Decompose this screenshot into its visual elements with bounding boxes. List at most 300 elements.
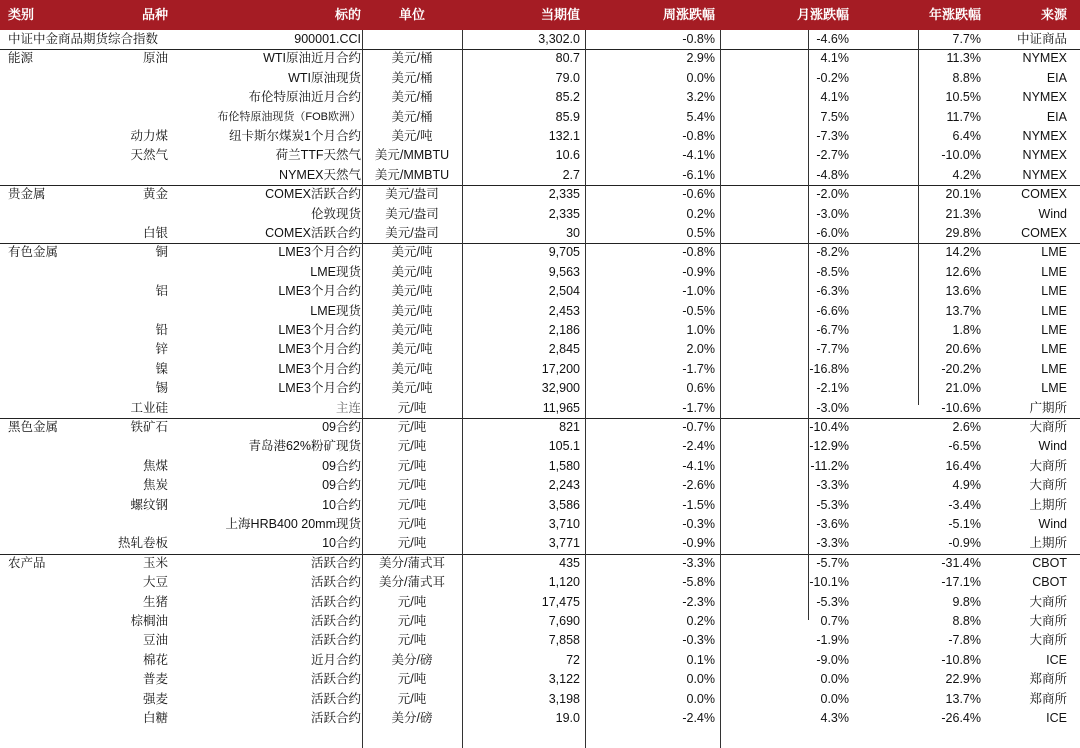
cell-current-value: 1,580 (548, 458, 580, 473)
cell-yearly-change: 9.8% (952, 594, 981, 609)
header-variety: 品种 (141, 7, 168, 22)
header-category: 类别 (8, 7, 35, 22)
cell-unit: 元/吨 (397, 691, 427, 706)
cell-variety: 锌 (155, 342, 168, 357)
cell-variety: 大豆 (142, 575, 168, 590)
cell-current-value: 2,335 (548, 206, 580, 221)
cell-contract: 活跃合约 (310, 614, 361, 628)
cell-weekly-change: 0.6% (686, 381, 715, 396)
cell-monthly-change: -2.0% (816, 187, 849, 202)
cell-yearly-change: 20.1% (945, 187, 981, 202)
cell-weekly-change: -2.4% (682, 711, 715, 725)
cell-current-value: 79.0 (555, 70, 580, 85)
column-divider (808, 30, 809, 620)
cell-source: LME (1041, 323, 1067, 337)
cell-current-value: 85.9 (555, 109, 580, 124)
cell-source: LME (1041, 381, 1067, 396)
cell-yearly-change: 13.7% (945, 303, 981, 318)
cell-yearly-change: -7.8% (948, 633, 981, 648)
cell-unit: 美元/吨 (391, 129, 433, 143)
cell-monthly-change: -3.0% (816, 206, 849, 221)
header-source: 来源 (1040, 7, 1067, 22)
cell-current-value: 7,858 (548, 633, 580, 648)
cell-weekly-change: -0.7% (682, 420, 715, 434)
cell-source: NYMEX (1022, 148, 1067, 163)
cell-unit: 元/吨 (397, 517, 427, 531)
cell-contract: LME3个月合约 (278, 381, 361, 396)
cell-category: 黑色金属 (8, 420, 59, 434)
cell-yearly-change: -26.4% (941, 711, 981, 725)
cell-monthly-change: -1.9% (816, 633, 849, 648)
cell-weekly-change: -2.6% (682, 478, 715, 493)
cell-current-value: 19.0 (555, 711, 580, 725)
cell-weekly-change: 5.4% (686, 109, 715, 124)
cell-monthly-change: -3.3% (816, 536, 849, 551)
cell-unit: 元/吨 (397, 458, 427, 473)
cell-weekly-change: 3.2% (686, 90, 715, 105)
cell-category: 农产品 (8, 555, 46, 570)
cell-contract: 纽卡斯尔煤炭1个月合约 (229, 129, 361, 143)
cell-monthly-change: -8.5% (816, 264, 849, 279)
cell-unit: 美分/磅 (391, 652, 433, 667)
cell-source: 上期所 (1029, 536, 1067, 551)
cell-variety: 焦炭 (142, 478, 168, 493)
cell-source: 大商所 (1029, 614, 1067, 628)
cell-unit: 美元/吨 (391, 284, 433, 299)
cell-unit: 美元/吨 (391, 245, 433, 260)
cell-monthly-change: 4.1% (820, 90, 849, 105)
cell-monthly-change: -6.0% (816, 226, 849, 240)
cell-monthly-change: -4.6% (816, 32, 849, 46)
cell-contract: 活跃合约 (310, 691, 361, 706)
cell-monthly-change: 0.7% (820, 614, 849, 628)
cell-unit: 元/吨 (397, 420, 427, 434)
cell-category: 贵金属 (8, 187, 46, 202)
cell-yearly-change: 12.6% (945, 264, 981, 279)
cell-contract: 活跃合约 (310, 633, 361, 648)
table-row (0, 554, 1080, 573)
cell-yearly-change: 14.2% (945, 245, 981, 260)
header-current-value: 当期值 (540, 7, 580, 22)
table-row (0, 515, 1080, 534)
cell-monthly-change: 7.5% (820, 109, 849, 124)
cell-weekly-change: 0.2% (686, 614, 715, 628)
cell-current-value: 9,705 (548, 245, 580, 260)
cell-monthly-change: -8.2% (816, 245, 849, 260)
cell-unit: 元/吨 (397, 633, 427, 648)
cell-contract: LME3个月合约 (278, 245, 361, 260)
group-divider (0, 418, 1080, 419)
cell-weekly-change: 2.0% (686, 342, 715, 357)
cell-yearly-change: -6.5% (948, 439, 981, 454)
cell-variety: 生猪 (142, 594, 168, 609)
cell-yearly-change: -17.1% (941, 575, 981, 590)
cell-source: EIA (1046, 109, 1067, 124)
cell-source: 大商所 (1029, 478, 1067, 493)
cell-current-value: 3,771 (548, 536, 580, 551)
cell-source: 大商所 (1029, 633, 1067, 648)
table-row (0, 670, 1080, 689)
cell-weekly-change: -2.4% (682, 439, 715, 454)
header-unit: 单位 (398, 7, 425, 22)
cell-yearly-change: 22.9% (945, 672, 981, 687)
cell-yearly-change: 16.4% (945, 458, 981, 473)
header-weekly-change: 周涨跌幅 (662, 7, 715, 22)
cell-current-value: 17,475 (541, 594, 580, 609)
cell-yearly-change: 20.6% (945, 342, 981, 357)
cell-weekly-change: -0.8% (682, 32, 715, 46)
cell-contract: 布伦特原油近月合约 (248, 90, 361, 105)
cell-unit: 元/吨 (397, 439, 427, 454)
cell-yearly-change: 21.0% (945, 381, 981, 396)
cell-weekly-change: 1.0% (686, 323, 715, 337)
table-row (0, 651, 1080, 670)
column-divider (918, 30, 919, 405)
cell-unit: 美元/吨 (391, 264, 433, 279)
cell-variety (100, 166, 168, 185)
cell-monthly-change: 4.1% (820, 51, 849, 66)
cell-weekly-change: -0.9% (682, 536, 715, 551)
column-divider (462, 30, 463, 748)
table-row (0, 612, 1080, 631)
cell-weekly-change: -3.3% (682, 555, 715, 570)
cell-weekly-change: -0.8% (682, 129, 715, 143)
cell-yearly-change: -3.4% (948, 497, 981, 512)
cell-current-value: 3,302.0 (538, 32, 580, 46)
cell-unit: 美元/MMBTU (374, 148, 450, 163)
cell-monthly-change: -3.6% (816, 517, 849, 531)
cell-current-value: 80.7 (555, 51, 580, 66)
cell-contract: 10合约 (322, 536, 361, 551)
cell-current-value: 2,504 (548, 284, 580, 299)
cell-yearly-change: 11.3% (946, 51, 981, 66)
cell-yearly-change: 2.6% (952, 420, 981, 434)
cell-weekly-change: -2.3% (682, 594, 715, 609)
cell-monthly-change: 4.3% (820, 711, 849, 725)
cell-yearly-change: -10.8% (941, 652, 981, 667)
cell-contract: NYMEX天然气 (279, 167, 361, 182)
cell-source: 郑商所 (1029, 672, 1067, 687)
cell-variety: 原油 (142, 51, 168, 66)
cell-unit: 美元/吨 (391, 361, 433, 376)
cell-yearly-change: 13.7% (945, 691, 981, 706)
cell-current-value: 30 (566, 226, 580, 240)
cell-current-value: 3,198 (548, 691, 580, 706)
cell-current-value: 132.1 (548, 129, 580, 143)
cell-contract: 09合约 (322, 420, 361, 434)
cell-source: COMEX (1021, 226, 1067, 240)
cell-contract: 主连 (335, 400, 361, 415)
cell-weekly-change: -4.1% (682, 148, 715, 163)
cell-variety: 镍 (155, 361, 168, 376)
cell-source: 广期所 (1029, 400, 1067, 415)
cell-variety: 热轧卷板 (117, 536, 168, 551)
cell-variety (100, 263, 168, 282)
cell-current-value: 2.7 (562, 167, 580, 182)
cell-weekly-change: -6.1% (682, 167, 715, 182)
cell-monthly-change: -5.3% (816, 497, 849, 512)
cell-current-value: 105.1 (548, 439, 580, 454)
cell-contract: 活跃合约 (310, 672, 361, 687)
cell-weekly-change: -0.3% (682, 517, 715, 531)
cell-current-value: 72 (566, 652, 580, 667)
cell-unit: 美元/MMBTU (374, 167, 450, 182)
header-yearly-change: 年涨跌幅 (928, 7, 981, 22)
cell-contract: 活跃合约 (310, 711, 361, 725)
cell-current-value: 3,122 (548, 672, 580, 687)
cell-variety (100, 205, 168, 224)
cell-yearly-change: 13.6% (945, 284, 981, 299)
cell-contract: 活跃合约 (310, 594, 361, 609)
cell-current-value: 17,200 (541, 361, 580, 376)
cell-current-value: 3,586 (548, 497, 580, 512)
cell-yearly-change: 8.8% (952, 614, 981, 628)
cell-variety (100, 302, 168, 321)
cell-yearly-change: -31.4% (941, 555, 981, 570)
cell-current-value: 7,690 (548, 614, 580, 628)
cell-weekly-change: -5.8% (682, 575, 715, 590)
column-divider (362, 30, 363, 748)
cell-yearly-change: 1.8% (952, 323, 981, 337)
cell-current-value: 821 (559, 420, 580, 434)
cell-monthly-change: -7.7% (816, 342, 849, 357)
cell-unit: 美元/桶 (391, 90, 433, 105)
cell-source: LME (1041, 361, 1067, 376)
cell-variety: 焦煤 (142, 458, 168, 473)
cell-unit: 美分/蒲式耳 (379, 575, 445, 590)
cell-variety (100, 437, 168, 456)
cell-unit: 美分/蒲式耳 (379, 555, 445, 570)
cell-variety: 工业硅 (130, 400, 168, 415)
cell-source: LME (1041, 303, 1067, 318)
cell-source: Wind (1038, 206, 1067, 221)
cell-source: 上期所 (1029, 497, 1067, 512)
table-row (0, 690, 1080, 709)
cell-monthly-change: -5.7% (816, 555, 849, 570)
cell-source: ICE (1046, 711, 1067, 725)
cell-source: Wind (1038, 517, 1067, 531)
cell-contract: LME3个月合约 (278, 342, 361, 357)
cell-variety: 黄金 (142, 187, 168, 202)
table-row (0, 573, 1080, 592)
cell-current-value: 2,335 (548, 187, 580, 202)
cell-source: NYMEX (1022, 129, 1067, 143)
cell-contract: 09合约 (322, 478, 361, 493)
cell-yearly-change: -20.2% (941, 361, 981, 376)
cell-source: NYMEX (1022, 90, 1067, 105)
cell-contract: 荷兰TTF天然气 (275, 148, 361, 163)
cell-contract: COMEX活跃合约 (265, 226, 361, 240)
table-row (0, 418, 1080, 437)
cell-unit: 美元/桶 (391, 51, 433, 66)
cell-variety (100, 88, 168, 107)
cell-weekly-change: -0.8% (682, 245, 715, 260)
cell-source: Wind (1038, 439, 1067, 454)
table-row (0, 534, 1080, 553)
table-row (0, 631, 1080, 650)
cell-source: CBOT (1032, 555, 1067, 570)
cell-current-value: 10.6 (555, 148, 580, 163)
cell-unit: 美分/磅 (391, 711, 433, 725)
cell-monthly-change: -0.2% (816, 70, 849, 85)
cell-yearly-change: 8.8% (952, 70, 981, 85)
cell-yearly-change: 21.3% (945, 206, 981, 221)
cell-current-value: 2,453 (548, 303, 580, 318)
cell-yearly-change: -10.6% (941, 400, 981, 415)
cell-source: 中证商品 (1016, 32, 1067, 46)
cell-monthly-change: -12.9% (809, 439, 849, 454)
cell-variety (100, 515, 168, 534)
cell-contract: 伦敦现货 (310, 206, 361, 221)
cell-yearly-change: 11.7% (946, 109, 981, 124)
cell-source: EIA (1046, 70, 1067, 85)
cell-source: ICE (1046, 652, 1067, 667)
cell-weekly-change: -1.0% (682, 284, 715, 299)
cell-contract: 上海HRB400 20mm现货 (225, 517, 361, 531)
cell-contract: LME3个月合约 (278, 361, 361, 376)
cell-yearly-change: -10.0% (941, 148, 981, 163)
cell-source: 郑商所 (1029, 691, 1067, 706)
cell-variety: 锡 (155, 381, 168, 396)
cell-weekly-change: -4.1% (682, 458, 715, 473)
cell-source: 大商所 (1029, 420, 1067, 434)
cell-variety: 天然气 (130, 148, 168, 163)
cell-unit: 元/吨 (397, 536, 427, 551)
cell-unit: 美元/吨 (391, 303, 433, 318)
cell-source: LME (1041, 342, 1067, 357)
cell-unit (366, 30, 458, 49)
cell-monthly-change: -4.8% (816, 167, 849, 182)
cell-current-value: 85.2 (555, 90, 580, 105)
cell-variety: 豆油 (142, 633, 168, 648)
cell-monthly-change: -9.0% (816, 652, 849, 667)
cell-variety: 白银 (142, 226, 168, 240)
cell-contract: 900001.CCI (294, 32, 361, 46)
cell-variety (100, 30, 168, 49)
cell-monthly-change: 0.0% (820, 672, 849, 687)
cell-variety (100, 69, 168, 88)
cell-current-value: 2,845 (548, 342, 580, 357)
cell-variety: 棕榈油 (130, 614, 168, 628)
cell-contract: 青岛港62%粉矿现货 (248, 439, 361, 454)
cell-contract: 10合约 (322, 497, 361, 512)
cell-unit: 美元/盎司 (385, 226, 439, 240)
cell-current-value: 32,900 (541, 381, 580, 396)
cell-yearly-change: -0.9% (948, 536, 981, 551)
cell-monthly-change: 0.0% (820, 691, 849, 706)
cell-monthly-change: -16.8% (809, 361, 849, 376)
cell-yearly-change: 4.9% (952, 478, 981, 493)
cell-weekly-change: -1.7% (682, 400, 715, 415)
cell-contract: 活跃合约 (310, 575, 361, 590)
cell-contract: LME现货 (310, 303, 361, 318)
cell-monthly-change: -6.7% (816, 323, 849, 337)
cell-contract: LME3个月合约 (278, 284, 361, 299)
cell-source: LME (1041, 245, 1067, 260)
table-row (0, 709, 1080, 728)
cell-unit: 美元/桶 (391, 109, 433, 124)
cell-contract: LME3个月合约 (278, 323, 361, 337)
cell-yearly-change: 29.8% (945, 226, 981, 240)
cell-weekly-change: -1.7% (682, 361, 715, 376)
cell-contract: COMEX活跃合约 (265, 187, 361, 202)
header-contract: 标的 (334, 7, 361, 22)
cell-category: 中证中金商品期货综合指数 (8, 32, 159, 46)
cell-monthly-change: -2.7% (816, 148, 849, 163)
column-divider (585, 30, 586, 748)
cell-weekly-change: -0.5% (682, 303, 715, 318)
cell-current-value: 435 (559, 555, 580, 570)
cell-monthly-change: -10.4% (809, 420, 849, 434)
cell-current-value: 11,965 (542, 400, 580, 415)
cell-monthly-change: -3.0% (816, 400, 849, 415)
cell-monthly-change: -6.6% (816, 303, 849, 318)
column-divider (720, 30, 721, 748)
cell-weekly-change: 0.0% (686, 70, 715, 85)
cell-variety: 动力煤 (130, 129, 168, 143)
cell-variety: 普麦 (142, 672, 168, 687)
cell-variety: 白糖 (142, 711, 168, 725)
cell-weekly-change: 0.1% (686, 652, 715, 667)
cell-variety: 铜 (155, 245, 168, 260)
cell-current-value: 1,120 (548, 575, 580, 590)
cell-yearly-change: -5.1% (948, 517, 981, 531)
cell-variety: 强麦 (142, 691, 168, 706)
cell-contract: LME现货 (310, 264, 361, 279)
table-header (0, 0, 1080, 30)
cell-unit: 元/吨 (397, 478, 427, 493)
table-row (0, 457, 1080, 476)
cell-source: COMEX (1021, 187, 1067, 202)
cell-unit: 美元/吨 (391, 342, 433, 357)
cell-unit: 美元/吨 (391, 381, 433, 396)
cell-weekly-change: -0.3% (682, 633, 715, 648)
table-row (0, 496, 1080, 515)
table-row (0, 593, 1080, 612)
table-row (0, 476, 1080, 495)
cell-source: CBOT (1032, 575, 1067, 590)
cell-unit: 元/吨 (397, 400, 427, 415)
cell-unit: 美元/桶 (391, 70, 433, 85)
cell-variety: 棉花 (142, 652, 168, 667)
cell-source: 大商所 (1029, 594, 1067, 609)
cell-source: LME (1041, 284, 1067, 299)
cell-source: NYMEX (1022, 51, 1067, 66)
cell-unit: 元/吨 (397, 614, 427, 628)
cell-weekly-change: 2.9% (686, 51, 715, 66)
cell-unit: 美元/盎司 (385, 187, 439, 202)
cell-variety: 铝 (155, 284, 168, 299)
cell-unit: 美元/吨 (391, 323, 433, 337)
cell-contract: WTI原油近月合约 (263, 51, 361, 66)
cell-monthly-change: -6.3% (816, 284, 849, 299)
cell-weekly-change: -0.6% (682, 187, 715, 202)
cell-yearly-change: 4.2% (952, 167, 981, 182)
cell-variety: 铁矿石 (130, 420, 168, 434)
cell-unit: 元/吨 (397, 672, 427, 687)
cell-current-value: 2,186 (548, 323, 580, 337)
cell-category: 有色金属 (8, 245, 59, 260)
cell-current-value: 3,710 (548, 517, 580, 531)
cell-contract: 09合约 (322, 458, 361, 473)
cell-contract: 布伦特原油现货（FOB欧洲） (217, 110, 361, 123)
table-row (0, 437, 1080, 456)
cell-current-value: 9,563 (548, 264, 580, 279)
cell-source: 大商所 (1029, 458, 1067, 473)
cell-unit: 元/吨 (397, 594, 427, 609)
cell-unit: 元/吨 (397, 497, 427, 512)
cell-monthly-change: -2.1% (816, 381, 849, 396)
